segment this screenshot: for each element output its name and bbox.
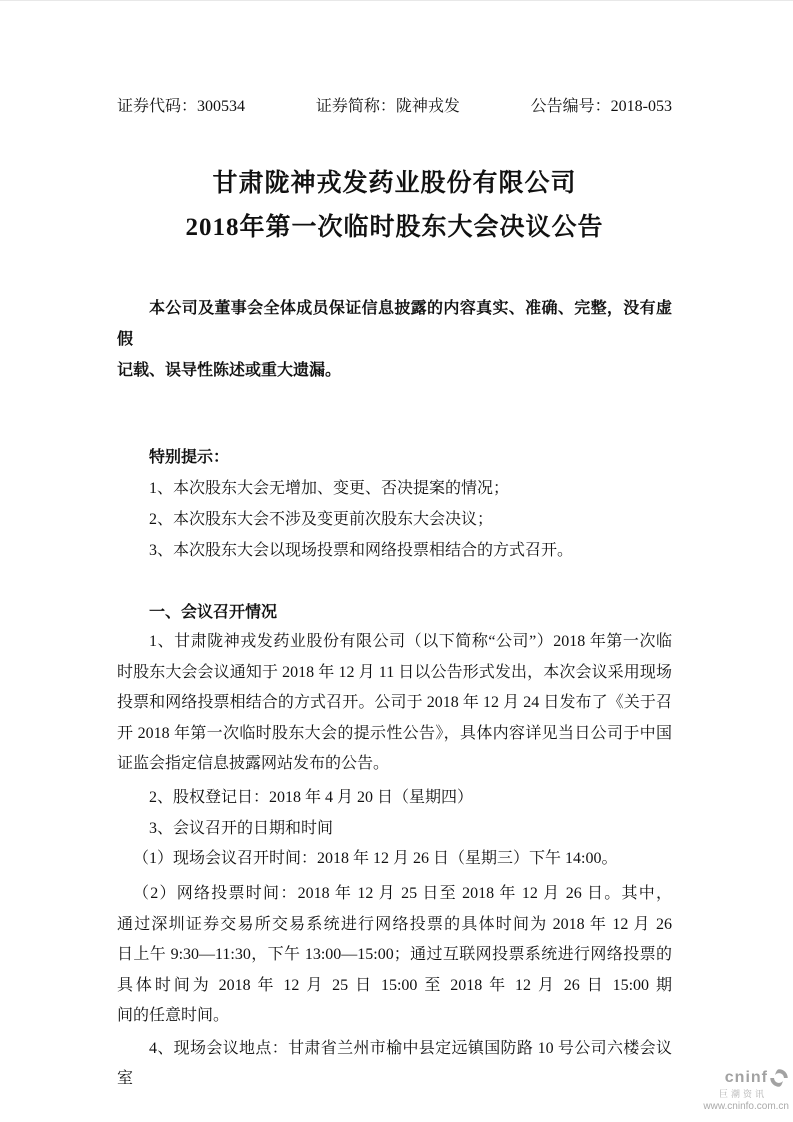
para-line: 开 2018 年第一次临时股东大会的提示性公告》，具体内容详见当日公司于中国 [117, 724, 672, 742]
online-vote-line: 日上午 9:30—11:30，下午 13:00—15:00；通过互联网投票系统进行网络投票的 [117, 946, 672, 963]
online-vote-line: 具体时间为 2018 年 12 月 25 日 15:00 至 2018 年 12 月 26 日 15:00 期 [117, 976, 672, 994]
document-header [117, 98, 672, 116]
section-heading-meeting-info: 一、会议召开情况 [149, 604, 278, 621]
onsite-time-line: （1）现场会议召开时间：2018 年 12 月 26 日（星期三）下午 14:00。 [133, 850, 618, 867]
cninfo-url: www.cninfo.com.cn [703, 1101, 789, 1112]
para-line: 投票和网络投票相结合的方式召开。公司于 2018 年 12 月 24 日发布了《关于召 [117, 694, 672, 711]
special-tips-item: 2、本次股东大会不涉及变更前次股东大会决议； [149, 511, 494, 528]
special-tips-item: 3、本次股东大会以现场投票和网络投票相结合的方式召开。 [149, 542, 574, 559]
meeting-venue-line: 4、现场会议地点：甘肃省兰州市榆中县定远镇国防路 10 号公司六楼会议室 [117, 1039, 672, 1087]
online-vote-line: （2）网络投票时间：2018 年 12 月 25 日至 2018 年 12 月 26 日。其中， [133, 885, 672, 902]
cninfo-chinese-label: 巨潮资讯 [718, 1089, 767, 1099]
document-content [117, 98, 672, 1095]
special-tips-heading: 特别提示： [149, 449, 230, 466]
stock-short-name: 证券简称：陇神戎发 [315, 98, 460, 115]
cninfo-logo-row [703, 1068, 789, 1088]
disclosure-notice [117, 293, 672, 386]
record-date-line: 2、股权登记日：2018 年 4 月 20 日（星期四） [149, 789, 474, 806]
online-vote-line: 通过深圳证券交易所交易系统进行网络投票的具体时间为 2018 年 12 月 26 [117, 915, 672, 933]
notice-line: 本公司及董事会全体成员保证信息披露的内容真实、准确、完整，没有虚假 [117, 300, 672, 348]
cninfo-watermark [703, 1068, 789, 1112]
announcement-number: 公告编号：2018-053 [530, 98, 672, 115]
para-line: 证监会指定信息披露网站发布的公告。 [117, 755, 390, 772]
special-tips [117, 442, 672, 566]
meeting-datetime-line: 3、会议召开的日期和时间 [149, 819, 334, 837]
special-tips-item: 1、本次股东大会无增加、变更、否决提案的情况； [149, 480, 510, 497]
para-line: 时股东大会会议通知于 2018 年 12 月 11 日以公告形式发出，本次会议采用现场 [117, 663, 672, 681]
title-line-company: 甘肃陇神戎发药业股份有限公司 [212, 170, 577, 197]
notice-line: 记载、误导性陈述或重大遗漏。 [117, 362, 342, 379]
cninfo-logo-text: cninf [724, 1069, 768, 1086]
document-title [117, 162, 672, 250]
online-vote-line: 间的任意时间。 [117, 1007, 230, 1024]
title-line-meeting: 2018年第一次临时股东大会决议公告 [185, 214, 604, 241]
para-line: 1、甘肃陇神戎发药业股份有限公司（以下简称“公司”）2018 年第一次临 [149, 633, 672, 650]
section-body [117, 627, 672, 1095]
stock-code: 证券代码：300534 [117, 98, 246, 115]
cninfo-swirl-icon [769, 1068, 789, 1088]
